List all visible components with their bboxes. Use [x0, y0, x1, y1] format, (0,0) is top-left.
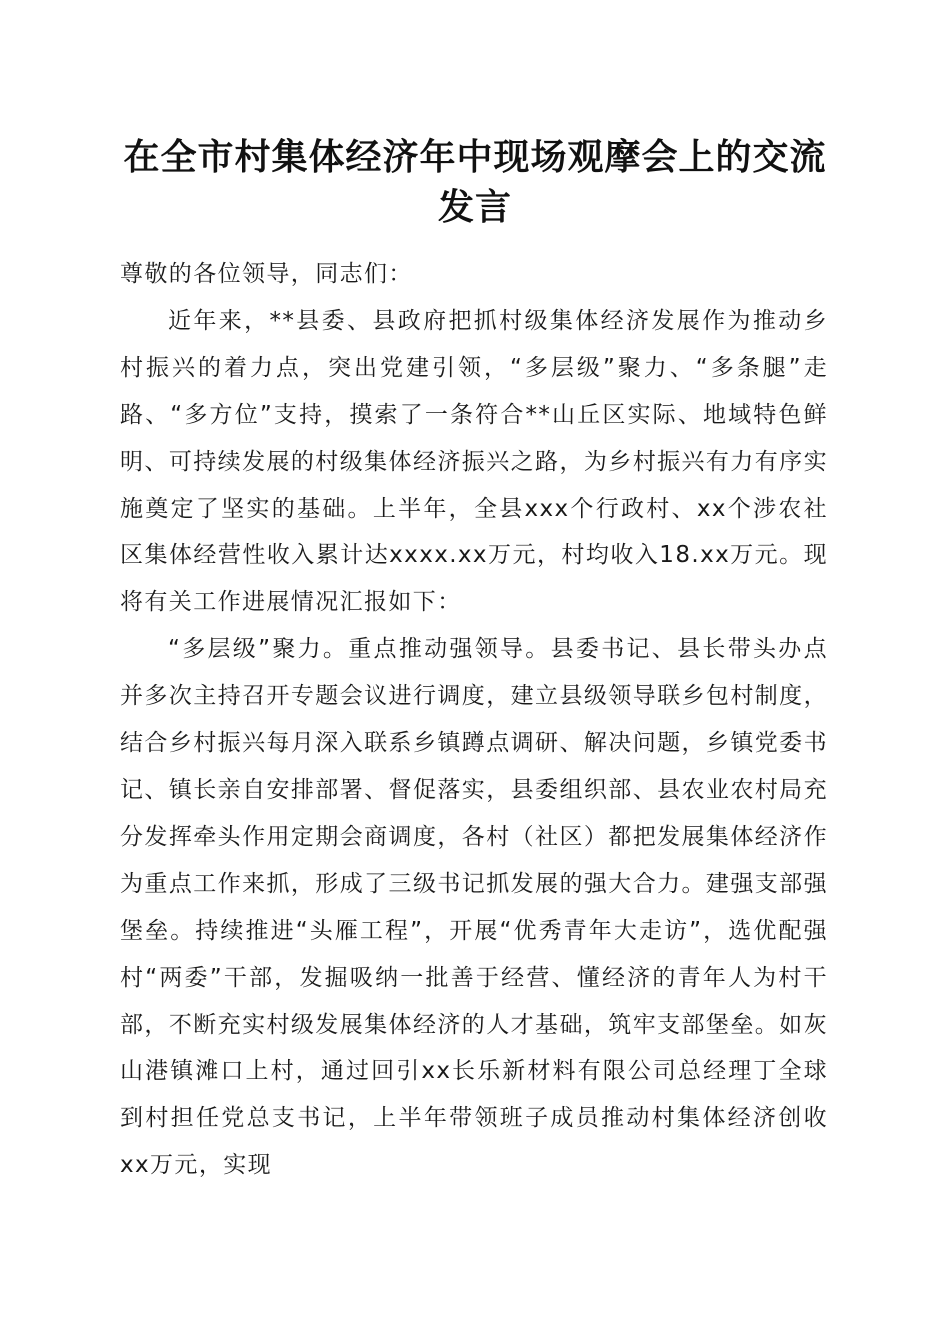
document-title: 在全市村集体经济年中现场观摩会上的交流发言: [123, 136, 827, 228]
salutation: 尊敬的各位领导，同志们：: [120, 261, 413, 287]
document-body: [120, 251, 828, 1189]
paragraph-multi-level: “多层级”聚力。重点推动强领导。县委书记、县长带头办点并多次主持召开专题会议进行调度，建立县级领导联乡包村制度，结合乡村振兴每月深入联系乡镇蹲点调研、解决问题，乡镇党委书记、镇长亲自安排部署、督促落实，县委组织部、县农业农村局充分发挥牵头作用定期会商调度，各村（社区）都把发展集体经济作为重点工作来抓，形成了三级书记抓发展的强大合力。建强支部强堡垒。持续推进“头雁工程”，开展“优秀青年大走访”，选优配强村“两委”干部，发掘吸纳一批善于经营、懂经济的青年人为村干部，不断充实村级发展集体经济的人才基础，筑牢支部堡垒。如灰山港镇滩口上村，通过回引xx长乐新材料有限公司总经理丁全球到村担任党总支书记，上半年带领班子成员推动村集体经济创收xx万元，实现: [120, 636, 828, 1179]
paragraph-intro: 近年来，**县委、县政府把抓村级集体经济发展作为推动乡村振兴的着力点，突出党建引领，“多层级”聚力、“多条腿”走路、“多方位”支持，摸索了一条符合**山丘区实际、地域特色鲜明、可持续发展的村级集体经济振兴之路，为乡村振兴有力有序实施奠定了坚实的基础。上半年，全县xxx个行政村、xx个涉农社区集体经营性收入累计达xxxx.xx万元，村均收入18.xx万元。现将有关工作进展情况汇报如下：: [120, 307, 828, 616]
